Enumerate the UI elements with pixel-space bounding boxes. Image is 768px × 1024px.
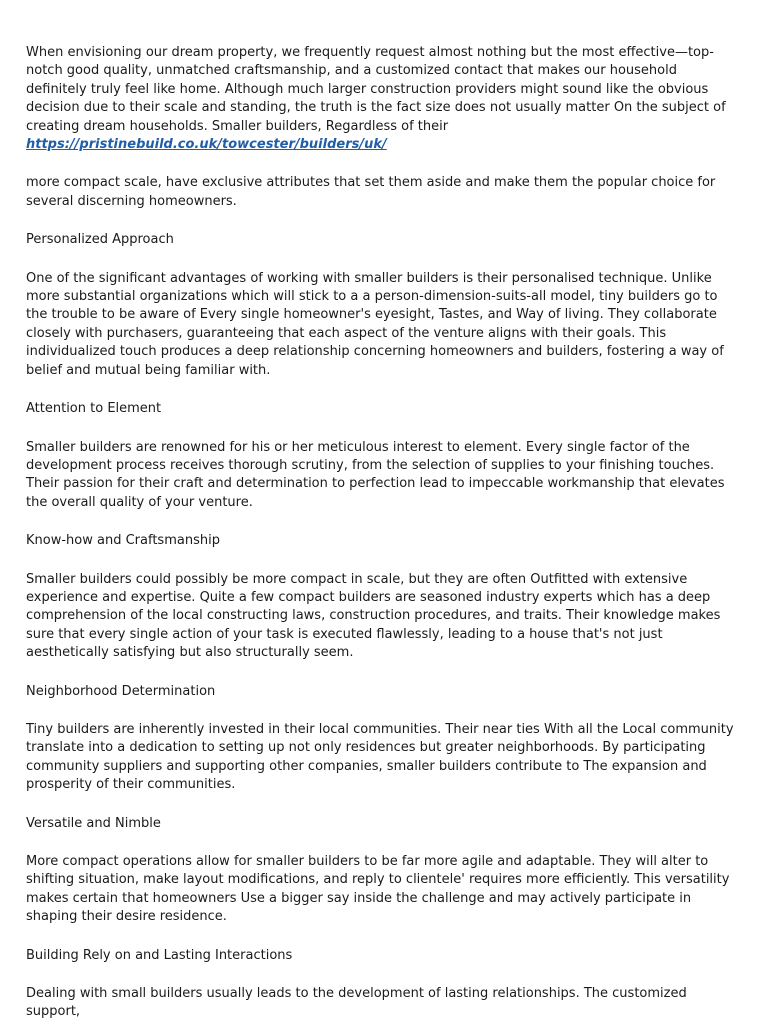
section-heading-relationships: Building Rely on and Lasting Interactions [26,947,293,963]
section-heading-attention: Attention to Element [26,401,162,417]
intro-text: When envisioning our dream property, we frequently request almost nothing but the most effective—top-notch good quality, unmatched craftsmanship, and a customized contact that makes our household definitely truly feel like home. Although much larger construction providers might sound like the obvious decision due to their scale and standing, the truth is the fact size does not usually matter On the subject of creating dream households. Smaller builders, Regardless of their [26,45,726,134]
section-heading-neighborhood: Neighborhood Determination [26,683,216,699]
section-body-relationships: Dealing with small builders usually leads to the development of lasting relationships. The customized support, [26,986,687,1020]
section-body-personalized: One of the significant advantages of working with smaller builders is their personalised technique. Unlike more substantial organizations which will stick to a a person-dimension-suits-all model, tiny builders go to the trouble to be aware of Every single homeowner's eyesight, Tastes, and Way of living. They collaborate closely with purchasers, guaranteeing that each aspect of the venture aligns with their goals. This individualized touch produces a deep relationship concerning homeowners and builders, fostering a way of belief and mutual being familiar with. [26,270,724,378]
section-body-knowhow: Smaller builders could possibly be more compact in scale, but they are often Outfitted with extensive experience and expertise. Quite a few compact builders are seasoned industry experts which has a deep comprehension of the local constructing laws, construction procedures, and traits. Their knowledge makes sure that every single action of your task is executed flawlessly, leading to a house that's not just aesthetically satisfying but also structurally seem. [26,571,721,661]
section-body-versatile: More compact operations allow for smaller builders to be far more agile and adaptable. They will alter to shifting situation, make layout modifications, and reply to clientele' requires more efficiently. This versatility makes certain that homeowners Use a bigger say inside the challenge and may actively participate in shaping their desire residence. [26,854,730,925]
section-heading-personalized: Personalized Approach [26,232,174,248]
section-body-attention: Smaller builders are renowned for his or her meticulous interest to element. Every single factor of the development process receives thorough scrutiny, from the selection of supplies to your finishing touches. Their passion for their craft and determination to perfection lead to impeccable workmanship that elevates the overall quality of your venture. [26,439,725,510]
continuation-paragraph: more compact scale, have exclusive attributes that set them aside and make them the popular choice for several discerning homeowners. [26,175,716,209]
section-heading-versatile: Versatile and Nimble [26,815,161,831]
section-heading-knowhow: Know-how and Craftsmanship [26,533,220,549]
section-body-neighborhood: Tiny builders are inherently invested in their local communities. Their near ties With all the Local community translate into a dedication to setting up not only residences but greater neighborhoods. By participating community suppliers and supporting other companies, smaller builders contribute to The expansion and prosperity of their communities. [26,721,734,793]
intro-paragraph [26,44,738,154]
builders-link[interactable]: https://pristinebuild.co.uk/towcester/builders/uk/ [26,137,387,153]
